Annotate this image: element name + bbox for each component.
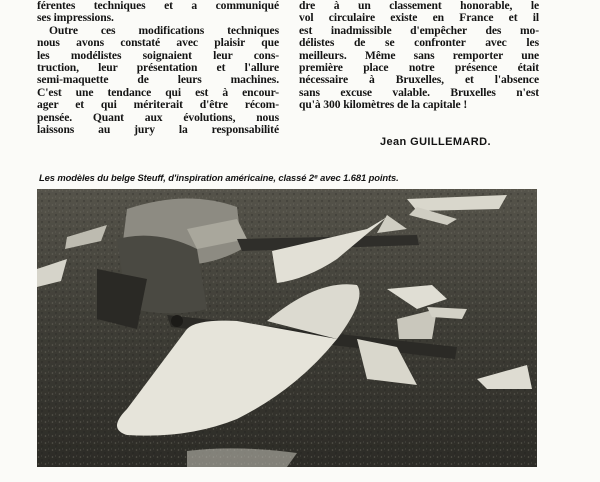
text-line: meilleurs. Même sans remporter une bbox=[299, 49, 539, 62]
text-line: sans excuse valable. Bruxelles n'est bbox=[299, 86, 539, 99]
photo-model-planes bbox=[37, 189, 537, 467]
text-line: ses impressions. bbox=[37, 12, 114, 25]
text-line: C'est une tendance qui est à encour- bbox=[37, 86, 279, 99]
text-line: truction, leur présentation et l'allure bbox=[37, 62, 279, 75]
text-line: dre à un classement honorable, le bbox=[299, 0, 539, 12]
text-line: première place notre présence était bbox=[299, 62, 539, 75]
photo-caption: Les modèles du belge Steuff, d'inspiration américaine, classé 2ᵉ avec 1.681 points. bbox=[39, 172, 399, 183]
text-line: est inadmissible d'empêcher des mo- bbox=[299, 24, 539, 37]
text-line: férentes techniques et a communiqué bbox=[37, 0, 279, 12]
text-line: nécessaire à Bruxelles, et l'absence bbox=[299, 74, 539, 87]
grass-texture bbox=[37, 189, 537, 467]
text-line: les modélistes soignaient leur cons- bbox=[37, 49, 279, 62]
article-left-column bbox=[37, 0, 279, 136]
author-signature: Jean GUILLEMARD. bbox=[380, 136, 491, 148]
text-line: ager et qui mériterait d'être récom- bbox=[37, 99, 279, 112]
article-right-column bbox=[299, 0, 539, 112]
text-line: pensée. Quant aux évolutions, nous bbox=[37, 111, 279, 124]
text-line: délistes de se confronter avec les bbox=[299, 37, 539, 50]
text-line: qu'à 300 kilomètres de la capitale ! bbox=[299, 99, 468, 112]
text-line: laissons au jury la responsabilité bbox=[37, 124, 279, 137]
photo-illustration bbox=[37, 189, 537, 467]
text-line: nous avons constaté avec plaisir que bbox=[37, 37, 279, 50]
text-line: Outre ces modifications techniques bbox=[49, 24, 279, 37]
text-line: vol circulaire existe en France et il bbox=[299, 12, 539, 25]
text-line: semi-maquette de leurs machines. bbox=[37, 74, 279, 87]
grass-light-patch bbox=[187, 448, 297, 467]
